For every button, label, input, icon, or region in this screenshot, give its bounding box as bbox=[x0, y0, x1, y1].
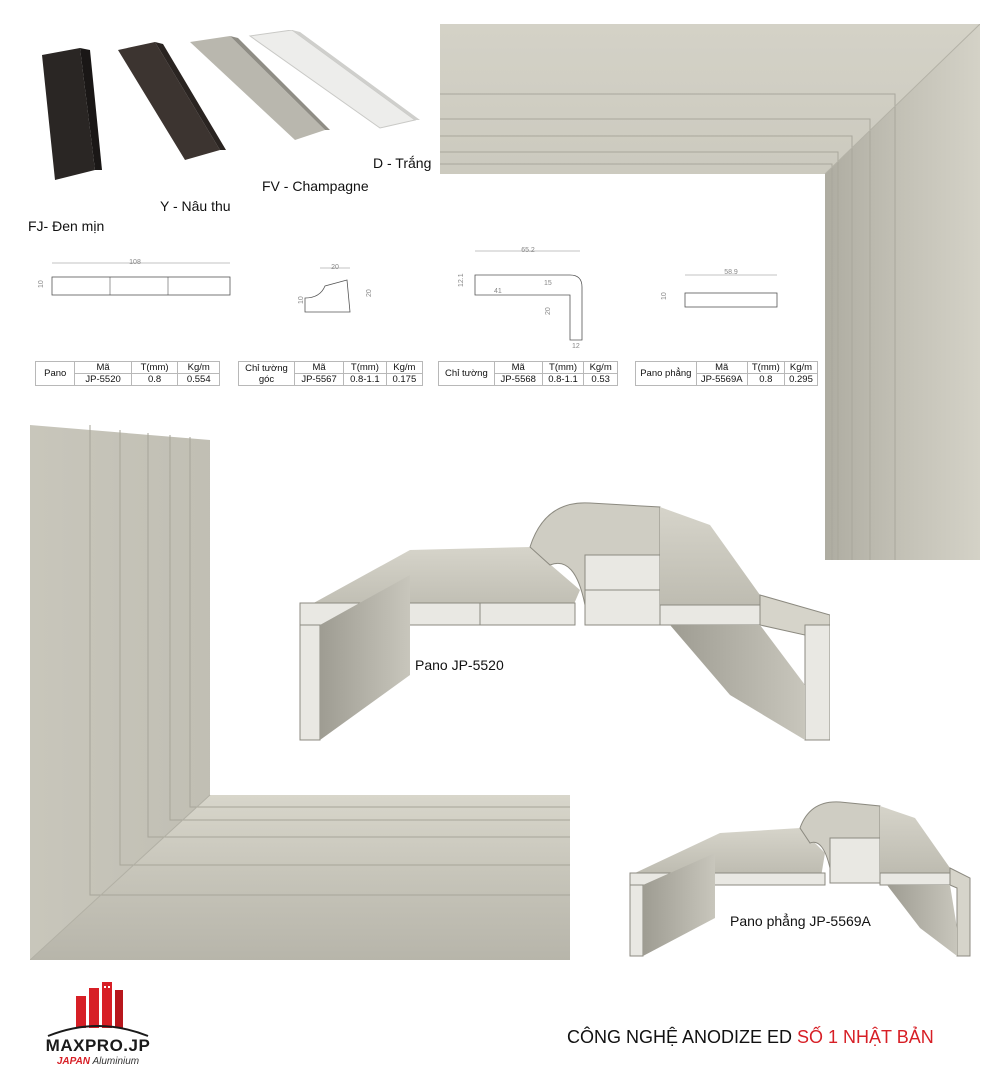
dim-pano-height: 10 bbox=[38, 280, 45, 288]
tagline-main: CÔNG NGHỆ ANODIZE ED bbox=[567, 1027, 798, 1047]
dim-wall-bottom: 12 bbox=[572, 343, 580, 350]
caption-pano: Pano JP-5520 bbox=[415, 657, 504, 673]
finish-samples bbox=[30, 30, 430, 195]
brand-name: MAXPRO.JP bbox=[45, 1036, 151, 1055]
spec-name: Chỉ tường góc bbox=[239, 362, 295, 386]
spec-name: Pano phẳng bbox=[636, 362, 697, 386]
dim-corner-top: 20 bbox=[331, 264, 339, 271]
dim-flat-height: 10 bbox=[661, 292, 668, 300]
dim-wall-lower: 20 bbox=[545, 307, 552, 315]
spec-name: Pano bbox=[36, 362, 75, 386]
sample-black bbox=[42, 48, 102, 180]
brand-logo bbox=[28, 978, 168, 1078]
finish-label-champagne: FV - Champagne bbox=[262, 178, 369, 194]
drawing-flat bbox=[655, 265, 785, 315]
spec-table-pano: Pano Mã T(mm) Kg/m JP-5520 0.8 0.554 bbox=[35, 361, 220, 386]
profile-pano-assembly bbox=[290, 495, 830, 745]
drawing-wall bbox=[450, 245, 590, 350]
dim-wall-inner: 41 bbox=[494, 288, 502, 295]
spec-table-flat: Pano phẳng Mã T(mm) Kg/m JP-5569A 0.8 0.295 bbox=[635, 361, 818, 386]
spec-table-wall: Chỉ tường Mã T(mm) Kg/m JP-5568 0.8-1.1 0.53 bbox=[438, 361, 618, 386]
brand-building-icon bbox=[28, 978, 168, 1038]
drawing-pano bbox=[30, 255, 240, 315]
spec-name: Chỉ tường bbox=[439, 362, 495, 386]
tagline bbox=[567, 1027, 934, 1048]
dim-wall-mid: 15 bbox=[544, 280, 552, 287]
dim-corner-right: 20 bbox=[366, 289, 373, 297]
spec-table-corner: Chỉ tường góc Mã T(mm) Kg/m JP-5567 0.8-1.1 0.175 bbox=[238, 361, 423, 386]
profile-flat-assembly bbox=[625, 798, 975, 958]
finish-label-brown: Y - Nâu thu bbox=[160, 198, 231, 214]
dim-flat-width: 58.9 bbox=[724, 269, 738, 276]
tagline-highlight: SỐ 1 NHẬT BẢN bbox=[797, 1027, 934, 1047]
drawing-corner bbox=[295, 262, 375, 322]
brand-subtitle: JAPAN Aluminium bbox=[56, 1056, 140, 1067]
finish-label-white: D - Trắng bbox=[373, 155, 432, 171]
dim-pano-width: 108 bbox=[129, 259, 141, 266]
dim-corner-left: 10 bbox=[298, 296, 305, 304]
dim-wall-top: 65.2 bbox=[521, 247, 535, 254]
finish-label-black: FJ- Đen mịn bbox=[28, 218, 105, 234]
dim-wall-left: 12.1 bbox=[458, 273, 465, 287]
caption-flat: Pano phẳng JP-5569A bbox=[730, 913, 871, 929]
